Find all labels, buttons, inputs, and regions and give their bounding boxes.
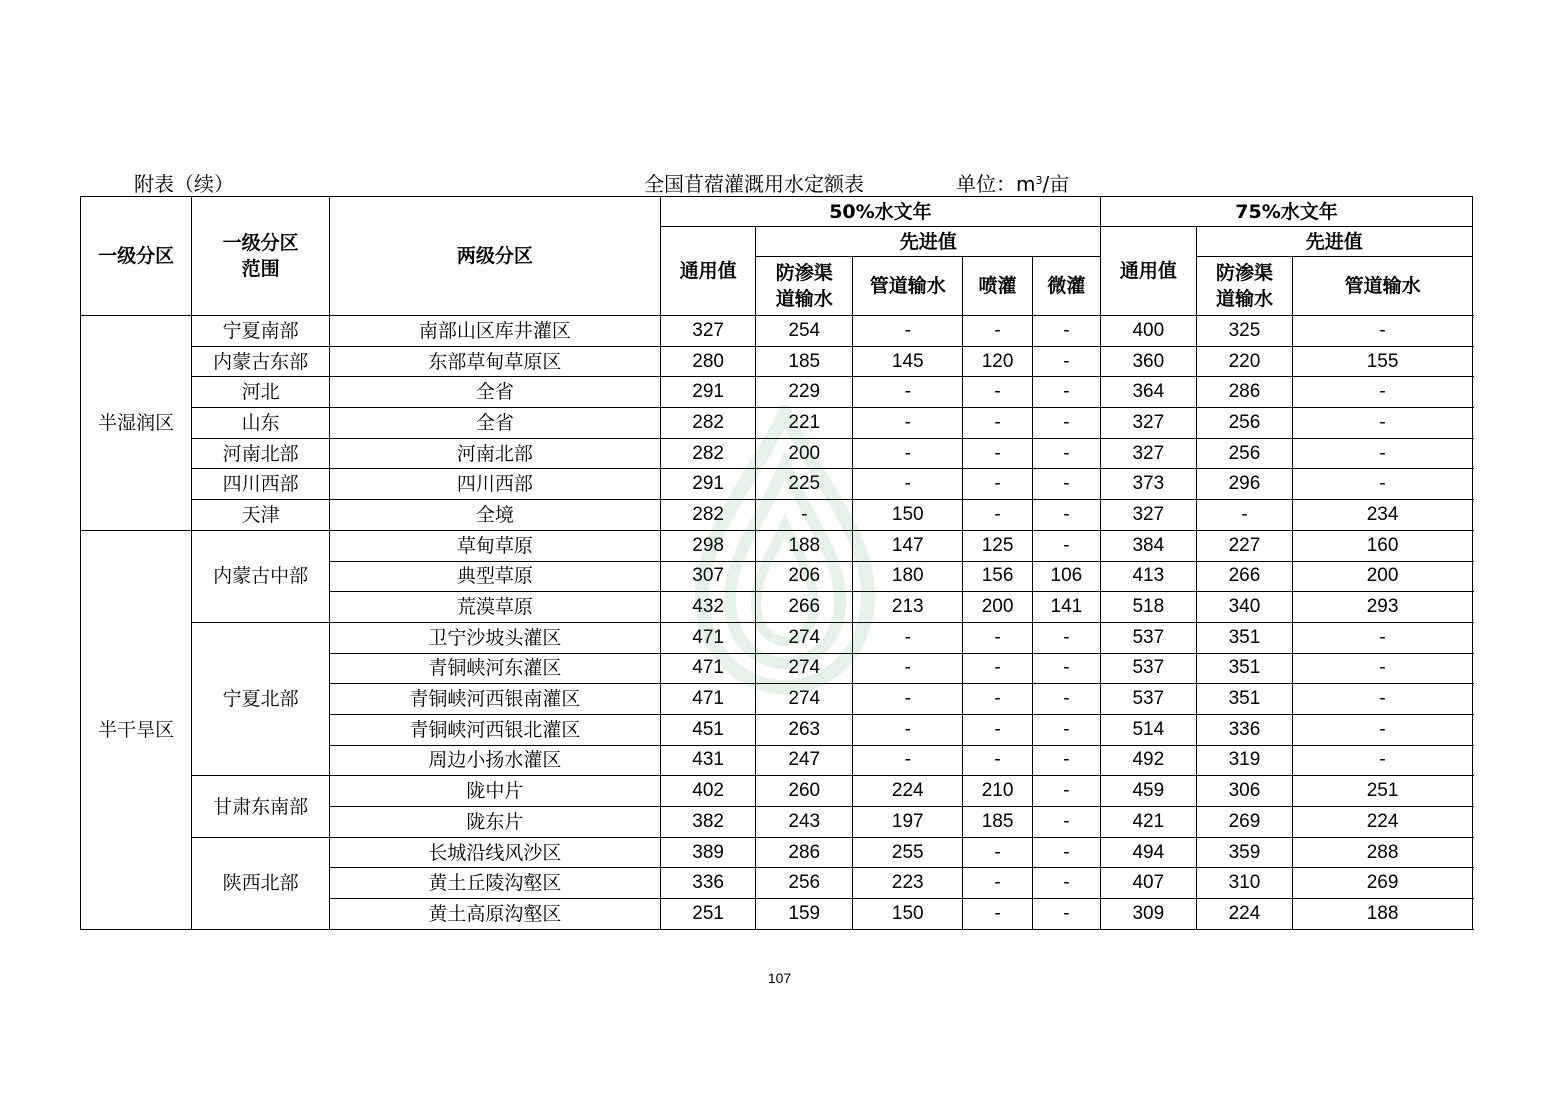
value-cell-general-75: 384: [1101, 530, 1197, 561]
value-cell-anti-seep-50: 200: [756, 438, 853, 469]
value-cell-pipe-75: 155: [1293, 346, 1473, 377]
table-row: [81, 377, 1473, 408]
value-cell-general-75: 537: [1101, 684, 1197, 715]
value-cell-general-50: 431: [660, 745, 756, 776]
value-cell-pipe-75: -: [1293, 684, 1473, 715]
value-cell-anti-seep-50: 206: [756, 561, 853, 592]
zone-range-cell: 内蒙古中部: [192, 530, 330, 622]
header-advanced-50: 先进值: [756, 227, 1101, 257]
value-cell-micro-50: -: [1032, 469, 1100, 500]
table-body: [81, 316, 1473, 930]
secondary-zone-cell: 周边小扬水灌区: [329, 745, 660, 776]
value-cell-anti-seep-50: 159: [756, 899, 853, 930]
value-cell-micro-50: -: [1032, 622, 1100, 653]
value-cell-sprinkler-50: 210: [963, 776, 1032, 807]
value-cell-pipe-50: -: [853, 622, 963, 653]
value-cell-sprinkler-50: -: [963, 745, 1032, 776]
value-cell-micro-50: -: [1032, 837, 1100, 868]
value-cell-general-50: 282: [660, 408, 756, 439]
value-cell-pipe-75: 234: [1293, 500, 1473, 531]
table-row: [81, 837, 1473, 868]
value-cell-pipe-50: 150: [853, 899, 963, 930]
value-cell-general-50: 432: [660, 592, 756, 623]
table-row: [81, 316, 1473, 347]
value-cell-general-75: 327: [1101, 438, 1197, 469]
value-cell-pipe-50: -: [853, 745, 963, 776]
value-cell-sprinkler-50: -: [963, 438, 1032, 469]
value-cell-anti-seep-50: 263: [756, 714, 853, 745]
secondary-zone-cell: 全省: [329, 408, 660, 439]
caption-unit-prefix: 单位：m: [956, 172, 1036, 196]
value-cell-micro-50: -: [1032, 653, 1100, 684]
value-cell-micro-50: -: [1032, 776, 1100, 807]
value-cell-anti-seep-75: 325: [1196, 316, 1293, 347]
value-cell-pipe-50: -: [853, 438, 963, 469]
value-cell-general-50: 389: [660, 837, 756, 868]
value-cell-anti-seep-50: 256: [756, 868, 853, 899]
zone-range-cell: 天津: [192, 500, 330, 531]
value-cell-anti-seep-50: 260: [756, 776, 853, 807]
header-anti-seep-75-line2: 道输水: [1215, 288, 1273, 310]
table-row: [81, 438, 1473, 469]
header-anti-seep-50-line2: 道输水: [775, 288, 833, 310]
value-cell-anti-seep-50: 225: [756, 469, 853, 500]
value-cell-pipe-50: -: [853, 408, 963, 439]
value-cell-micro-50: -: [1032, 316, 1100, 347]
secondary-zone-cell: 青铜峡河东灌区: [329, 653, 660, 684]
value-cell-general-75: 413: [1101, 561, 1197, 592]
header-micro-50: 微灌: [1032, 257, 1100, 316]
zone-range-cell: 陕西北部: [192, 837, 330, 929]
value-cell-general-75: 537: [1101, 622, 1197, 653]
value-cell-general-75: 360: [1101, 346, 1197, 377]
value-cell-general-75: 537: [1101, 653, 1197, 684]
value-cell-anti-seep-50: 274: [756, 684, 853, 715]
value-cell-anti-seep-75: 306: [1196, 776, 1293, 807]
value-cell-general-50: 307: [660, 561, 756, 592]
header-pipe-75: 管道输水: [1293, 257, 1473, 316]
value-cell-general-50: 382: [660, 807, 756, 838]
value-cell-pipe-75: 200: [1293, 561, 1473, 592]
value-cell-anti-seep-75: 296: [1196, 469, 1293, 500]
zone-range-cell: 宁夏南部: [192, 316, 330, 347]
header-anti-seep-50-line1: 防渗渠: [775, 262, 833, 284]
value-cell-pipe-50: 150: [853, 500, 963, 531]
value-cell-anti-seep-50: 188: [756, 530, 853, 561]
table-header: [81, 197, 1473, 316]
value-cell-sprinkler-50: 185: [963, 807, 1032, 838]
value-cell-pipe-75: 224: [1293, 807, 1473, 838]
secondary-zone-cell: 荒漠草原: [329, 592, 660, 623]
value-cell-pipe-75: 269: [1293, 868, 1473, 899]
value-cell-micro-50: 106: [1032, 561, 1100, 592]
value-cell-anti-seep-75: 359: [1196, 837, 1293, 868]
value-cell-anti-seep-75: 227: [1196, 530, 1293, 561]
secondary-zone-cell: 陇东片: [329, 807, 660, 838]
secondary-zone-cell: 典型草原: [329, 561, 660, 592]
value-cell-general-50: 336: [660, 868, 756, 899]
header-anti-seep-50: [756, 257, 853, 316]
value-cell-micro-50: -: [1032, 377, 1100, 408]
value-cell-micro-50: -: [1032, 346, 1100, 377]
header-anti-seep-75: [1196, 257, 1293, 316]
value-cell-anti-seep-50: 274: [756, 653, 853, 684]
value-cell-sprinkler-50: -: [963, 408, 1032, 439]
value-cell-sprinkler-50: -: [963, 653, 1032, 684]
zone-range-cell: 山东: [192, 408, 330, 439]
value-cell-sprinkler-50: -: [963, 622, 1032, 653]
value-cell-sprinkler-50: -: [963, 714, 1032, 745]
header-sprinkler-50: 喷灌: [963, 257, 1032, 316]
secondary-zone-cell: 东部草甸草原区: [329, 346, 660, 377]
value-cell-general-75: 459: [1101, 776, 1197, 807]
value-cell-anti-seep-50: 266: [756, 592, 853, 623]
value-cell-sprinkler-50: -: [963, 837, 1032, 868]
caption-unit: [956, 168, 1069, 197]
value-cell-pipe-75: -: [1293, 469, 1473, 500]
value-cell-micro-50: -: [1032, 684, 1100, 715]
value-cell-anti-seep-75: 220: [1196, 346, 1293, 377]
zone-range-cell: 四川西部: [192, 469, 330, 500]
value-cell-anti-seep-75: 319: [1196, 745, 1293, 776]
value-cell-anti-seep-75: 351: [1196, 684, 1293, 715]
header-secondary-zone: 两级分区: [329, 197, 660, 316]
value-cell-sprinkler-50: 120: [963, 346, 1032, 377]
value-cell-pipe-75: -: [1293, 438, 1473, 469]
zone-range-cell: 河南北部: [192, 438, 330, 469]
irrigation-quota-table: [80, 196, 1473, 930]
value-cell-anti-seep-75: 286: [1196, 377, 1293, 408]
value-cell-general-75: 514: [1101, 714, 1197, 745]
value-cell-general-75: 400: [1101, 316, 1197, 347]
header-zone-range-line2: 范围: [241, 258, 280, 280]
caption-unit-suffix: /亩: [1042, 172, 1070, 196]
table-row: [81, 530, 1473, 561]
value-cell-anti-seep-75: 266: [1196, 561, 1293, 592]
value-cell-general-50: 471: [660, 653, 756, 684]
value-cell-sprinkler-50: -: [963, 316, 1032, 347]
value-cell-anti-seep-75: 336: [1196, 714, 1293, 745]
header-year-75: 75%水文年: [1101, 197, 1473, 227]
header-pipe-50: 管道输水: [853, 257, 963, 316]
value-cell-anti-seep-75: 269: [1196, 807, 1293, 838]
table-caption: [0, 168, 1559, 196]
value-cell-micro-50: -: [1032, 408, 1100, 439]
value-cell-general-50: 251: [660, 899, 756, 930]
header-zone-range: [192, 197, 330, 316]
value-cell-micro-50: -: [1032, 530, 1100, 561]
value-cell-sprinkler-50: -: [963, 377, 1032, 408]
value-cell-sprinkler-50: -: [963, 899, 1032, 930]
table-row: [81, 776, 1473, 807]
value-cell-anti-seep-50: 229: [756, 377, 853, 408]
value-cell-pipe-50: -: [853, 714, 963, 745]
value-cell-anti-seep-50: 185: [756, 346, 853, 377]
caption-unit-superscript: 3: [1035, 174, 1043, 187]
value-cell-anti-seep-50: 286: [756, 837, 853, 868]
zone-range-cell: 内蒙古东部: [192, 346, 330, 377]
caption-table-title: 全国苜蓿灌溉用水定额表: [644, 172, 864, 196]
value-cell-pipe-75: -: [1293, 316, 1473, 347]
caption-appendix-label: 附表（续）: [134, 172, 234, 196]
value-cell-general-75: 327: [1101, 408, 1197, 439]
value-cell-sprinkler-50: 156: [963, 561, 1032, 592]
value-cell-pipe-50: 255: [853, 837, 963, 868]
table-row: [81, 346, 1473, 377]
value-cell-pipe-75: 293: [1293, 592, 1473, 623]
value-cell-pipe-50: -: [853, 469, 963, 500]
value-cell-pipe-50: 180: [853, 561, 963, 592]
secondary-zone-cell: 陇中片: [329, 776, 660, 807]
header-zone-range-line1: 一级分区: [222, 232, 299, 254]
value-cell-sprinkler-50: -: [963, 868, 1032, 899]
value-cell-anti-seep-75: 310: [1196, 868, 1293, 899]
value-cell-general-75: 518: [1101, 592, 1197, 623]
secondary-zone-cell: 全境: [329, 500, 660, 531]
value-cell-general-50: 282: [660, 438, 756, 469]
secondary-zone-cell: 青铜峡河西银南灌区: [329, 684, 660, 715]
value-cell-general-75: 373: [1101, 469, 1197, 500]
value-cell-pipe-75: -: [1293, 714, 1473, 745]
value-cell-anti-seep-50: 274: [756, 622, 853, 653]
value-cell-general-50: 327: [660, 316, 756, 347]
zone-range-cell: 甘肃东南部: [192, 776, 330, 837]
value-cell-general-75: 407: [1101, 868, 1197, 899]
secondary-zone-cell: 黄土高原沟壑区: [329, 899, 660, 930]
table-row: [81, 408, 1473, 439]
header-year-50: 50%水文年: [660, 197, 1100, 227]
table-row: [81, 622, 1473, 653]
value-cell-anti-seep-75: -: [1196, 500, 1293, 531]
zone-range-cell: 宁夏北部: [192, 622, 330, 775]
value-cell-general-50: 451: [660, 714, 756, 745]
value-cell-anti-seep-75: 340: [1196, 592, 1293, 623]
value-cell-sprinkler-50: -: [963, 500, 1032, 531]
value-cell-pipe-75: 188: [1293, 899, 1473, 930]
value-cell-general-75: 364: [1101, 377, 1197, 408]
value-cell-micro-50: -: [1032, 868, 1100, 899]
value-cell-general-50: 282: [660, 500, 756, 531]
value-cell-anti-seep-50: 221: [756, 408, 853, 439]
value-cell-anti-seep-50: -: [756, 500, 853, 531]
value-cell-anti-seep-75: 256: [1196, 438, 1293, 469]
header-primary-zone: 一级分区: [81, 197, 192, 316]
value-cell-pipe-75: -: [1293, 622, 1473, 653]
value-cell-pipe-75: 288: [1293, 837, 1473, 868]
value-cell-micro-50: -: [1032, 745, 1100, 776]
value-cell-anti-seep-50: 254: [756, 316, 853, 347]
value-cell-pipe-50: -: [853, 377, 963, 408]
header-general-75: 通用值: [1101, 227, 1197, 316]
secondary-zone-cell: 黄土丘陵沟壑区: [329, 868, 660, 899]
value-cell-anti-seep-75: 256: [1196, 408, 1293, 439]
value-cell-pipe-50: 224: [853, 776, 963, 807]
value-cell-micro-50: -: [1032, 438, 1100, 469]
header-anti-seep-75-line1: 防渗渠: [1215, 262, 1273, 284]
value-cell-pipe-75: -: [1293, 653, 1473, 684]
secondary-zone-cell: 南部山区库井灌区: [329, 316, 660, 347]
value-cell-sprinkler-50: 200: [963, 592, 1032, 623]
value-cell-micro-50: -: [1032, 807, 1100, 838]
value-cell-pipe-50: 147: [853, 530, 963, 561]
secondary-zone-cell: 青铜峡河西银北灌区: [329, 714, 660, 745]
value-cell-pipe-75: -: [1293, 377, 1473, 408]
value-cell-general-75: 492: [1101, 745, 1197, 776]
header-general-50: 通用值: [660, 227, 756, 316]
primary-zone-cell: 半干旱区: [81, 530, 192, 929]
secondary-zone-cell: 草甸草原: [329, 530, 660, 561]
table-row: [81, 500, 1473, 531]
primary-zone-cell: 半湿润区: [81, 316, 192, 531]
value-cell-micro-50: -: [1032, 899, 1100, 930]
value-cell-anti-seep-50: 243: [756, 807, 853, 838]
value-cell-anti-seep-75: 224: [1196, 899, 1293, 930]
secondary-zone-cell: 四川西部: [329, 469, 660, 500]
value-cell-general-50: 402: [660, 776, 756, 807]
value-cell-micro-50: -: [1032, 714, 1100, 745]
value-cell-pipe-50: 145: [853, 346, 963, 377]
value-cell-general-50: 298: [660, 530, 756, 561]
value-cell-micro-50: 141: [1032, 592, 1100, 623]
value-cell-sprinkler-50: 125: [963, 530, 1032, 561]
table-row: [81, 469, 1473, 500]
header-advanced-75: 先进值: [1196, 227, 1472, 257]
zone-range-cell: 河北: [192, 377, 330, 408]
value-cell-anti-seep-75: 351: [1196, 622, 1293, 653]
value-cell-pipe-50: 223: [853, 868, 963, 899]
value-cell-general-75: 327: [1101, 500, 1197, 531]
value-cell-general-50: 291: [660, 377, 756, 408]
value-cell-general-75: 421: [1101, 807, 1197, 838]
value-cell-pipe-75: 160: [1293, 530, 1473, 561]
value-cell-micro-50: -: [1032, 500, 1100, 531]
value-cell-anti-seep-75: 351: [1196, 653, 1293, 684]
value-cell-general-75: 494: [1101, 837, 1197, 868]
value-cell-sprinkler-50: -: [963, 469, 1032, 500]
value-cell-pipe-75: -: [1293, 745, 1473, 776]
value-cell-pipe-50: 213: [853, 592, 963, 623]
value-cell-pipe-75: -: [1293, 408, 1473, 439]
value-cell-general-50: 291: [660, 469, 756, 500]
value-cell-general-50: 471: [660, 622, 756, 653]
secondary-zone-cell: 长城沿线风沙区: [329, 837, 660, 868]
page-number: 107: [767, 970, 792, 986]
value-cell-sprinkler-50: -: [963, 684, 1032, 715]
value-cell-pipe-50: 197: [853, 807, 963, 838]
value-cell-pipe-50: -: [853, 316, 963, 347]
value-cell-general-50: 280: [660, 346, 756, 377]
secondary-zone-cell: 卫宁沙坡头灌区: [329, 622, 660, 653]
value-cell-general-50: 471: [660, 684, 756, 715]
value-cell-anti-seep-50: 247: [756, 745, 853, 776]
secondary-zone-cell: 河南北部: [329, 438, 660, 469]
secondary-zone-cell: 全省: [329, 377, 660, 408]
value-cell-pipe-75: 251: [1293, 776, 1473, 807]
value-cell-pipe-50: -: [853, 684, 963, 715]
value-cell-pipe-50: -: [853, 653, 963, 684]
value-cell-general-75: 309: [1101, 899, 1197, 930]
